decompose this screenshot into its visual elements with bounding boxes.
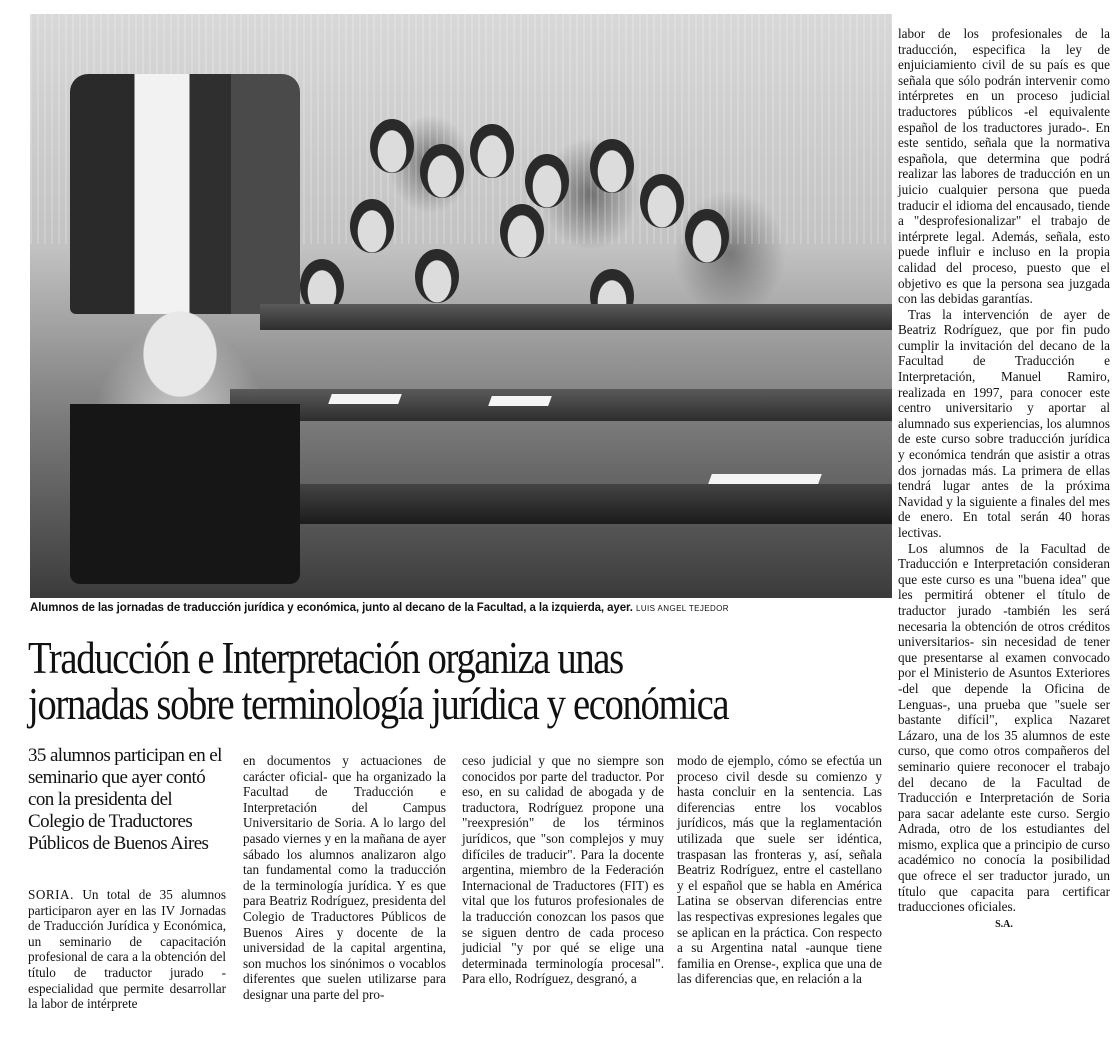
caption-text: Alumnos de las jornadas de traducción jurídica y económica, junto al decano de la Facultad, a la izquierda, ayer. [30, 602, 633, 614]
paper-sheet [708, 474, 822, 484]
student-head [350, 199, 394, 253]
desk-row-front [200, 484, 892, 524]
column-3-text: ceso judicial y que no siempre son conocidos por parte del traductor. Por eso, en su calidad de abogada y de traductora, Rodríguez propone una "reexpresión" de los términos jurídicos, que "son complejos y muy difíciles de traducir". Para la docente argentina, miembro de la Federación Internacional de Traductores (FIT) es vital que los futuros profesionales de la traducción conozcan los pasos que se siguen dentro de cada proceso judicial "y por qué se elige una determinada terminología procesal". Para ello, Rodríguez, desgranó, a [462, 753, 664, 987]
dateline: SORIA. [28, 887, 74, 902]
column-2-text: en documentos y actuaciones de carácter oficial- que ha organizado la Facultad de Traducción e Interpretación del Campus Universitario de Soria. A lo largo del pasado viernes y en la mañana de ayer sábado los alumnos analizaron algo tan fundamental como la traducción de la terminología jurídica. Y es que para Beatriz Rodríguez, presidenta del Colegio de Traductores Públicos de Buenos Aires y docente de la universidad de la capital argentina, son muchos los sinónimos o vocablos diferentes que suelen utilizarse para designar una parte del pro- [243, 753, 446, 1002]
headline-line-1: Traducción e Interpretación organiza unas [28, 633, 623, 683]
desk-row-back [260, 304, 892, 330]
student-head [420, 144, 464, 198]
photo-caption [30, 602, 890, 614]
headline-line-2: jornadas sobre terminología jurídica y económica [28, 679, 729, 729]
student-head [500, 204, 544, 258]
student-head [590, 139, 634, 193]
paper-sheet [488, 396, 552, 406]
student-head [685, 209, 729, 263]
desk-row-middle [230, 389, 892, 421]
student-head [640, 174, 684, 228]
subheadline: 35 alumnos participan en el seminario que ayer contó con la presidenta del Colegio de Traductores Públicos de Buenos Aires [28, 745, 222, 854]
article-column-3 [462, 753, 664, 987]
headline [28, 635, 888, 727]
student-head [470, 124, 514, 178]
column-5-paragraph-1: labor de los profesionales de la traducción, especifica la ley de enjuiciamiento civil de su país es que señala que sólo podrán intervenir como intérpretes en un proceso judicial traductores públicos -el equivalente español de los traductores jurado-. En este sentido, señala que la normativa española, que determina que podrá realizar las labores de traducción en un juicio cualquier persona que pueda traducir el idioma del encausado, tiende a "desprofesionalizar" el trabajo de intérprete legal. Además, señala, esto puede influir e incluso en la propia calidad del proceso, puesto que el objetivo es que la persona sea juzgada con las debidas garantías. [898, 26, 1110, 307]
article-column-4 [677, 753, 882, 987]
article-column-1 [28, 887, 226, 1012]
student-head [415, 249, 459, 303]
column-4-text: modo de ejemplo, cómo se efectúa un proceso civil desde su comienzo y hasta concluir en la sentencia. Las diferencias entre los vocablos jurídicos, más que la reglamentación utilizada que suele ser idéntica, traspasan las fronteras y, así, señala Beatriz Rodríguez, entre el castellano y el español que se habla en América Latina se observan diferencias entre las respectivas expresiones legales que se aplican en la práctica. Con respecto a su Argentina natal -aunque tiene familia en Orense-, explica que una de las diferencias que, en relación a la [677, 753, 882, 987]
column-5-paragraph-3: Los alumnos de la Facultad de Traducción e Interpretación consideran que este curso es una "buena idea" que les permitirá obtener el título de traductor jurado -también les será necesaria la obtención de otros créditos universitarios- sin necesidad de tener que presentarse al examen convocado por el Ministerio de Asuntos Exteriores -del que depende la Oficina de Lenguas-, una prueba que "suele ser bastante difícil", explica Nazaret Lázaro, una de los 35 alumnos de este curso, que como otros compañeros del seminario quiere reconocer el trabajo del decano de la Facultad de Traducción e Interpretación de Soria para sacar adelante este curso. Sergio Adrada, otro de los estudiantes del mismo, explica que a principio de curso académico no conocía la posibilidad que ofrece el ser traductor jurado, un título que capacita para certificar traducciones oficiales. [898, 540, 1110, 915]
coats-on-hooks [70, 74, 300, 314]
article-column-5 [898, 26, 1110, 932]
student-head [370, 119, 414, 173]
column-5-paragraph-2: Tras la intervención de ayer de Beatriz Rodríguez, que por fin pudo cumplir la invitación del decano de la Facultad de Traducción e Interpretación, Manuel Ramiro, realizada en 1997, para conocer este centro universitario y aportar al alumnado sus experiencias, los alumnos de este curso sobre traducción jurídica y económica tendrán que asistir a otras dos jornadas más. La primera de ellas tendrá lugar antes de la próxima Navidad y la siguiente a finales del mes de enero. En total serán 40 horas lectivas. [898, 306, 1110, 540]
article-column-2 [243, 753, 446, 1003]
classroom-photo [30, 14, 892, 598]
photo-credit: LUIS ANGEL TEJEDOR [635, 604, 729, 613]
dean-figure [70, 284, 300, 584]
paper-sheet [328, 394, 402, 404]
student-head [525, 154, 569, 208]
column-1-text: Un total de 35 alumnos participaron ayer en las IV Jornadas de Traducción Jurídica y Económica, un seminario de capacitación profesional de cara a la obtención del título de traductor jurado -especialidad que permite desarrollar la labor de intérprete [28, 887, 226, 1012]
author-signature: S.A. [995, 918, 1013, 930]
